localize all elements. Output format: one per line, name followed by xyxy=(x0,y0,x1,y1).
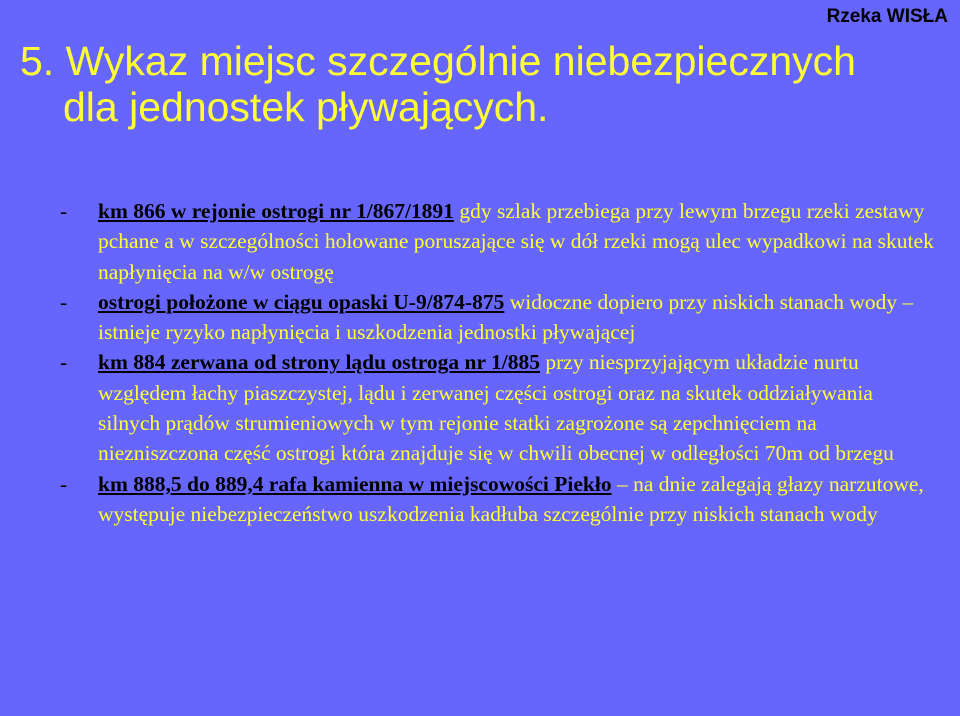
hazard-item-km-866 xyxy=(60,196,940,287)
hazard-item-u9 xyxy=(60,287,940,348)
hazard-item-km-888 xyxy=(60,469,940,530)
corner-label: Rzeka WISŁA xyxy=(826,6,948,27)
bullet-dash: - xyxy=(60,199,68,223)
hazard-description: – na dnie zalegają głazy narzutowe, występuje niebezpieczeństwo uszkodzenia kadłuba szczególnie przy niskich stanach wody xyxy=(98,471,924,526)
hazard-location: km 888,5 do 889,4 rafa kamienna w miejscowości Piekło xyxy=(98,471,612,496)
hazard-description: widoczne dopiero przy niskich stanach wody – istnieje ryzyko napłynięcia i uszkodzenia jednostki pływającej xyxy=(98,289,914,345)
title-line-1: 5. Wykaz miejsc szczególnie niebezpiecznych xyxy=(20,38,856,84)
hazard-item-km-884 xyxy=(60,347,940,468)
hazard-location: km 866 w rejonie ostrogi nr 1/867/1891 xyxy=(98,199,454,223)
hazard-description: przy niesprzyjającym układzie nurtu względem łachy piaszczystej, lądu i zerwanej części ostrogi oraz na skutek oddziaływania silnych prądów strumieniowych w tym rejonie statki zagrożone są zepchnięciem na niezniszczona część ostrogi która znajduje się w chwili obecnej w odległości 70m od brzegu xyxy=(98,350,894,466)
hazard-location: km 884 zerwana od strony lądu ostroga nr 1/885 xyxy=(98,350,540,375)
title-line-2: dla jednostek pływających. xyxy=(63,84,549,130)
hazard-list xyxy=(60,196,940,529)
hazard-description: gdy szlak przebiega przy lewym brzegu rzeki zestawy pchane a w szczególności holowane poruszające się w dół rzeki mogą ulec wypadkowi na skutek napłynięcia na w/w ostrogę xyxy=(98,199,934,284)
page-title xyxy=(20,38,940,130)
bullet-dash: - xyxy=(60,289,68,314)
hazard-location: ostrogi położone w ciągu opaski U-9/874-875 xyxy=(98,289,505,314)
bullet-dash: - xyxy=(60,350,68,375)
bullet-dash: - xyxy=(60,471,68,496)
